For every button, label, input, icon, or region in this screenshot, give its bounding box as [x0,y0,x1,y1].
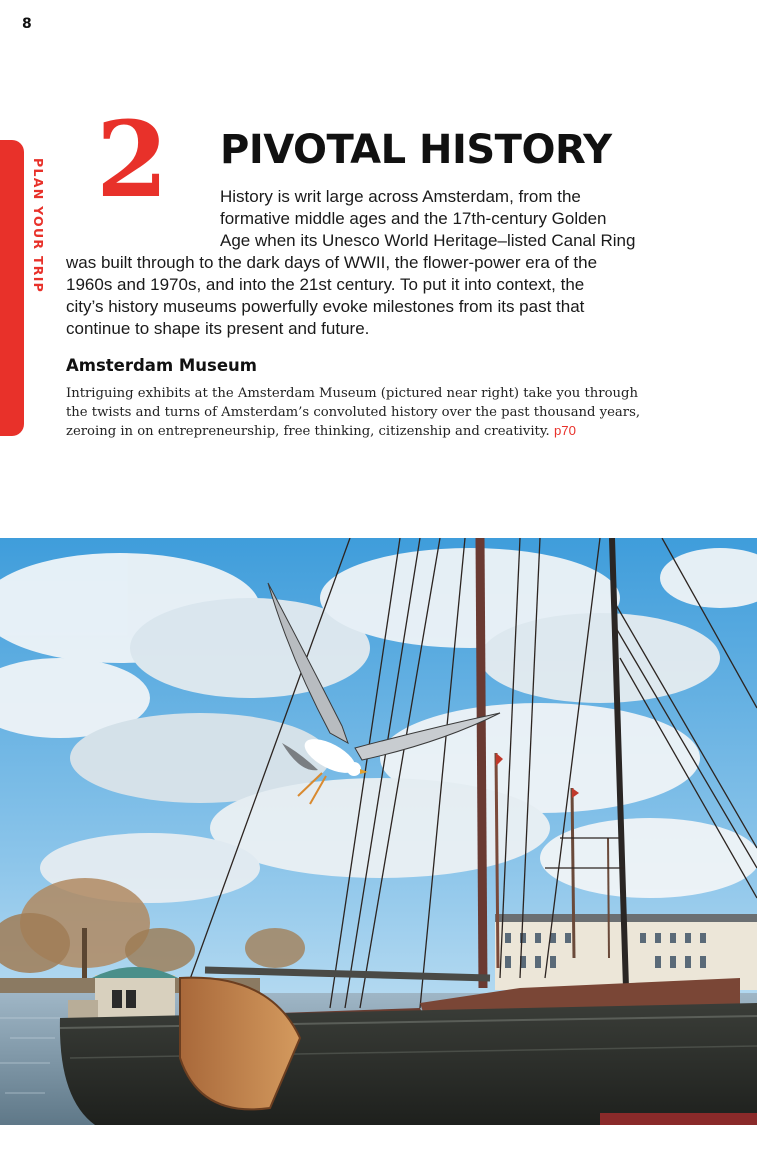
feature-rank-number: 2 [96,98,169,221]
body-line-text: zeroing in on entrepreneurship, free thinking, citizenship and creativity. [66,424,550,439]
intro-line: was built through to the dark days of WWII, the flower-power era of the [66,253,598,272]
feature-photo-ship [0,538,757,1125]
section-tab [0,140,24,436]
intro-line: formative middle ages and the 17th-century Golden [220,209,607,228]
section-heading: Amsterdam Museum [66,356,257,375]
intro-line: Age when its Unesco World Heritage–listed Canal Ring [220,231,636,250]
intro-line: city’s history museums powerfully evoke milestones from its past that [66,297,585,316]
intro-line: 1960s and 1970s, and into the 21st century. To put it into context, the [66,275,585,294]
feature-title: PIVOTAL HISTORY [220,127,612,173]
feature-intro [66,186,696,340]
intro-line: continue to shape its present and future. [66,319,370,338]
page-number: 8 [22,16,32,32]
intro-line: History is writ large across Amsterdam, from the [220,187,581,206]
page-reference-link[interactable]: p70 [553,423,576,438]
body-line: the twists and turns of Amsterdam’s convoluted history over the past thousand years, [66,404,641,420]
section-body [66,385,706,442]
body-line: Intriguing exhibits at the Amsterdam Museum (pictured near right) take you through [66,386,638,401]
section-tab-label: PLAN YOUR TRIP [31,158,46,294]
body-line-last [66,422,706,442]
